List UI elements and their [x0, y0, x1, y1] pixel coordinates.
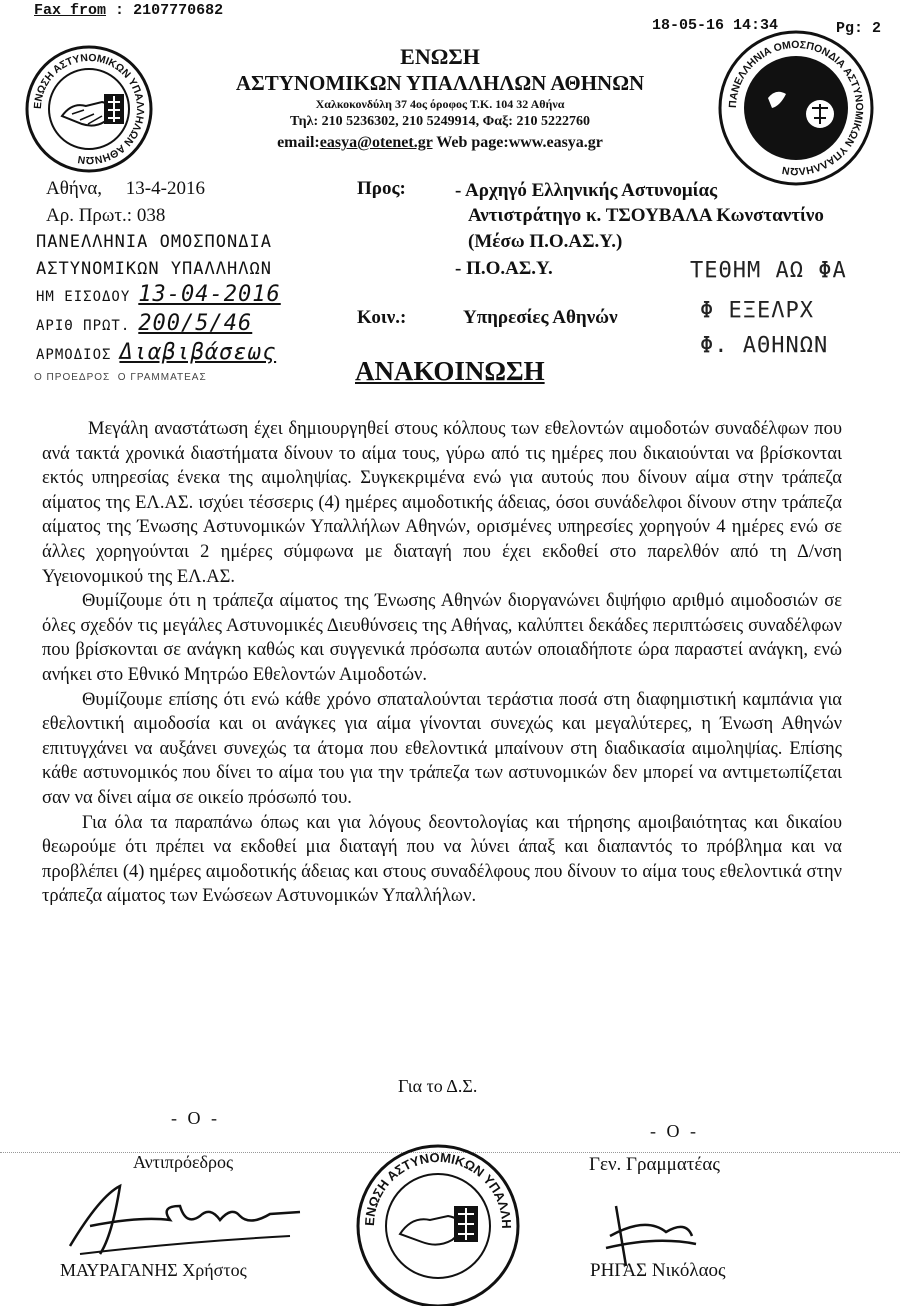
general-secretary-name: ΡΗΓΑΣ Νικόλαος [590, 1260, 726, 1281]
stamp-entry-date [36, 282, 281, 307]
cc-value: Υπηρεσίες Αθηνών [463, 307, 618, 328]
stamp-entry-value: 13-04-2016 [138, 282, 281, 307]
federation-logo [716, 28, 876, 193]
fax-from-number: 2107770682 [133, 2, 224, 19]
fax-from [34, 2, 223, 19]
signature-for-board: Για το Δ.Σ. [398, 1076, 478, 1096]
body-paragraph: Για όλα τα παραπάνω όπως και για λόγους δεοντολογίας και τήρησης αμοιβαιότητας και δικαίου θεωρούμε ότι πρέπει να εκδοθεί μια διαταγή που να λύνει άπαξ και διαπαντός το πρόβλημα και να προβλέπει (4) ημέρες αιμοδοτικής άδειας και στους συναδέλφους που δίνουν το αίμα τους εθελοντικά στην τράπεζα αίματος των Ενώσεων Αστυνομικών Υπαλλήλων. [42, 812, 842, 907]
stamp-org-line1: ΠΑΝΕΛΛΗΝΙΑ ΟΜΟΣΠΟΝΔΙΑ [36, 232, 272, 252]
org-name-line1: ΕΝΩΣΗ [400, 44, 480, 69]
handwritten-note: Φ ΕΞΕΛΡΧ [700, 298, 814, 323]
org-contact [180, 132, 700, 154]
signature-placeholder-right: - Ο - [650, 1121, 699, 1141]
body-paragraph: Θυμίζουμε ότι η τράπεζα αίματος της Ένωσης Αθηνών διοργανώνει διψήφιο αριθμό αιμοδοσιών σε όλες σχεδόν τις μεγάλες Αστυνομικές Διευθύνσεις της Αθήνας, καλύπτει δεκάδες περιπτώσεις συναδέλφων που βρίσκονται σε ανάγκη καθώς και συγγενικά πρόσωπα αυτών οποιαδήποτε ώρα παραστεί ανάγκη, ενώ ανήκει στο Εθνικό Μητρώο Εθελοντών Αιμοδοτών. [42, 591, 842, 685]
stamp-entry-label: ΗΜ ΕΙΣΟΔΟΥ [36, 289, 131, 305]
signature-left-icon [60, 1176, 310, 1266]
handwritten-note: Φ. ΑΘΗΝΩΝ [700, 333, 829, 358]
stamp-org-line2: ΑΣΤΥΝΟΜΙΚΩΝ ΥΠΑΛΛΗΛΩΝ [36, 259, 272, 279]
vice-president-role: Αντιπρόεδρος [133, 1152, 234, 1172]
body-paragraph: Θυμίζουμε επίσης ότι ενώ κάθε χρόνο σπαταλούνται τεράστια ποσά στη διαφημιστική καμπάνια για εθελοντική αιμοδοσία και οι ανάγκες για αίμα γίνονται συνεχώς και μεγαλύτερες, η Ένωση Αθηνών επιτυγχάνει να αυξάνει συνεχώς τα άτομα που εθελοντικά μπαίνουν στη διαδικασία αιμοληψίας. Επίσης κάθε αστυνομικός που δίνει το αίμα του για την τράπεζα των αστυνομικών δεν μπορεί να αντιμετωπίζεται σαν να δίνει αίμα σε οικείο πρόσωπό του. [42, 689, 842, 808]
stamp-number [36, 311, 252, 336]
fax-datetime: 18-05-16 14:34 [652, 17, 779, 34]
stamp-dept-label: ΑΡΜΟΔΙΟΣ [36, 347, 112, 363]
org-phone: Τηλ: 210 5236302, 210 5249914, Φαξ: 210 5222760 [290, 114, 590, 129]
fax-page-number: 2 [872, 20, 882, 37]
cc-label: Κοιν.: [357, 307, 407, 328]
federation-seal-icon [716, 28, 876, 188]
recipient-line: (Μέσω Π.Ο.ΑΣ.Υ.) [468, 231, 623, 252]
handwritten-note: ΤΕΘΗΜ ΑΩ ΦΑ [690, 258, 847, 283]
round-stamp-text: ΕΝΩΣΗ ΑΣΤΥΝΟΜΙΚΩΝ ΥΠΑΛΛΗ [361, 1149, 515, 1229]
stamp-number-label: ΑΡΙΘ ΠΡΩΤ. [36, 318, 131, 334]
signature-scribble-left [60, 1176, 310, 1271]
protocol-number: Αρ. Πρωτ.: 038 [46, 205, 166, 226]
stamp-number-value: 200/5/46 [138, 311, 253, 336]
web-label: Web page: [436, 134, 509, 151]
handshake-seal-icon [24, 44, 154, 174]
recipient-line: - Αρχηγό Ελληνικής Αστυνομίας [455, 180, 718, 201]
announcement-body [42, 417, 842, 909]
recipient-line: - Π.Ο.ΑΣ.Υ. [455, 258, 553, 279]
general-secretary-role: Γεν. Γραμματέας [589, 1154, 720, 1175]
fax-from-label: Fax from [34, 2, 107, 19]
fax-page-label: Pg: [836, 20, 864, 37]
union-logo-text: ΕΝΩΣΗ ΑΣΤΥΝΟΜΙΚΩΝ ΥΠΑΛΛΗΛΩΝ ΑΘΗΝΩΝ [31, 51, 147, 167]
document-title: ΑΝΑΚΟΙΝΩΣΗ [355, 356, 545, 386]
letterhead [180, 44, 700, 154]
to-label: Προς: [357, 178, 406, 199]
org-name-line2: ΑΣΤΥΝΟΜΙΚΩΝ ΥΠΑΛΛΗΛΩΝ ΑΘΗΝΩΝ [235, 71, 645, 95]
stamp-dept [36, 340, 276, 365]
signature-placeholder-left: - Ο - [171, 1108, 220, 1128]
federation-logo-text: ΠΑΝΕΛΛΗΝΙΑ ΟΜΟΣΠΟΝΔΙΑ ΑΣΤΥΝΟΜΙΚΩΝ ΥΠΑΛΛΗΛΩΝ [726, 38, 866, 178]
stamp-dept-value: Διαβιβάσεως [119, 340, 277, 365]
org-address: Χαλκοκονδύλη 37 4ος όροφος Τ.Κ. 104 32 Αθήνα [315, 97, 565, 111]
union-logo [24, 44, 154, 179]
union-round-stamp [348, 1134, 528, 1311]
city-date: Αθήνα, 13-4-2016 [46, 178, 205, 199]
recipient-line: Αντιστράτηγο κ. ΤΣΟΥΒΑΛΑ Κωνσταντίνο [468, 205, 824, 226]
email-link[interactable]: easya@otenet.gr [319, 134, 433, 151]
body-paragraph: Μεγάλη αναστάτωση έχει δημιουργηθεί στους κόλπους των εθελοντών αιμοδοτών συναδέλφων που ανά τακτά χρονικά διαστήματα δίνουν το αίμα τους, γύρω από τις ημέρες που δικαιούνται να βρίσκονται εκτός υπηρεσίας ένεκα της αιμοληψίας. Συγκεκριμένα ενώ για αυτούς που δίνουν αίμα στην τράπεζα αίματος της ΕΛ.ΑΣ. ισχύει τέσσερις (4) ημέρες αιμοδοτικής άδειας, όσοι συνάδελφοι δίνουν στην τράπεζα αίματος της Ένωσης Αστυνομικών Υπαλλήλων Αθηνών, ορισμένες υπηρεσίες χορηγούν 4 ημέρες ενώ σε άλλες χορηγούνται 2 ημέρες σύμφωνα με διαταγή που έχει εκδοθεί στο παρελθόν από τη Δ/νση Υγειονομικού της ΕΛ.ΑΣ. [42, 419, 842, 587]
vice-president-name: ΜΑΥΡΑΓΑΝΗΣ Χρήστος [60, 1260, 247, 1280]
email-label: email: [277, 134, 320, 151]
round-stamp-icon [348, 1134, 528, 1306]
stamp-footer: Ο ΠΡΟΕΔΡΟΣ Ο ΓΡΑΜΜΑΤΕΑΣ [34, 372, 207, 383]
fax-from-separator: : [115, 2, 125, 19]
web-link[interactable]: www.easya.gr [508, 134, 603, 151]
